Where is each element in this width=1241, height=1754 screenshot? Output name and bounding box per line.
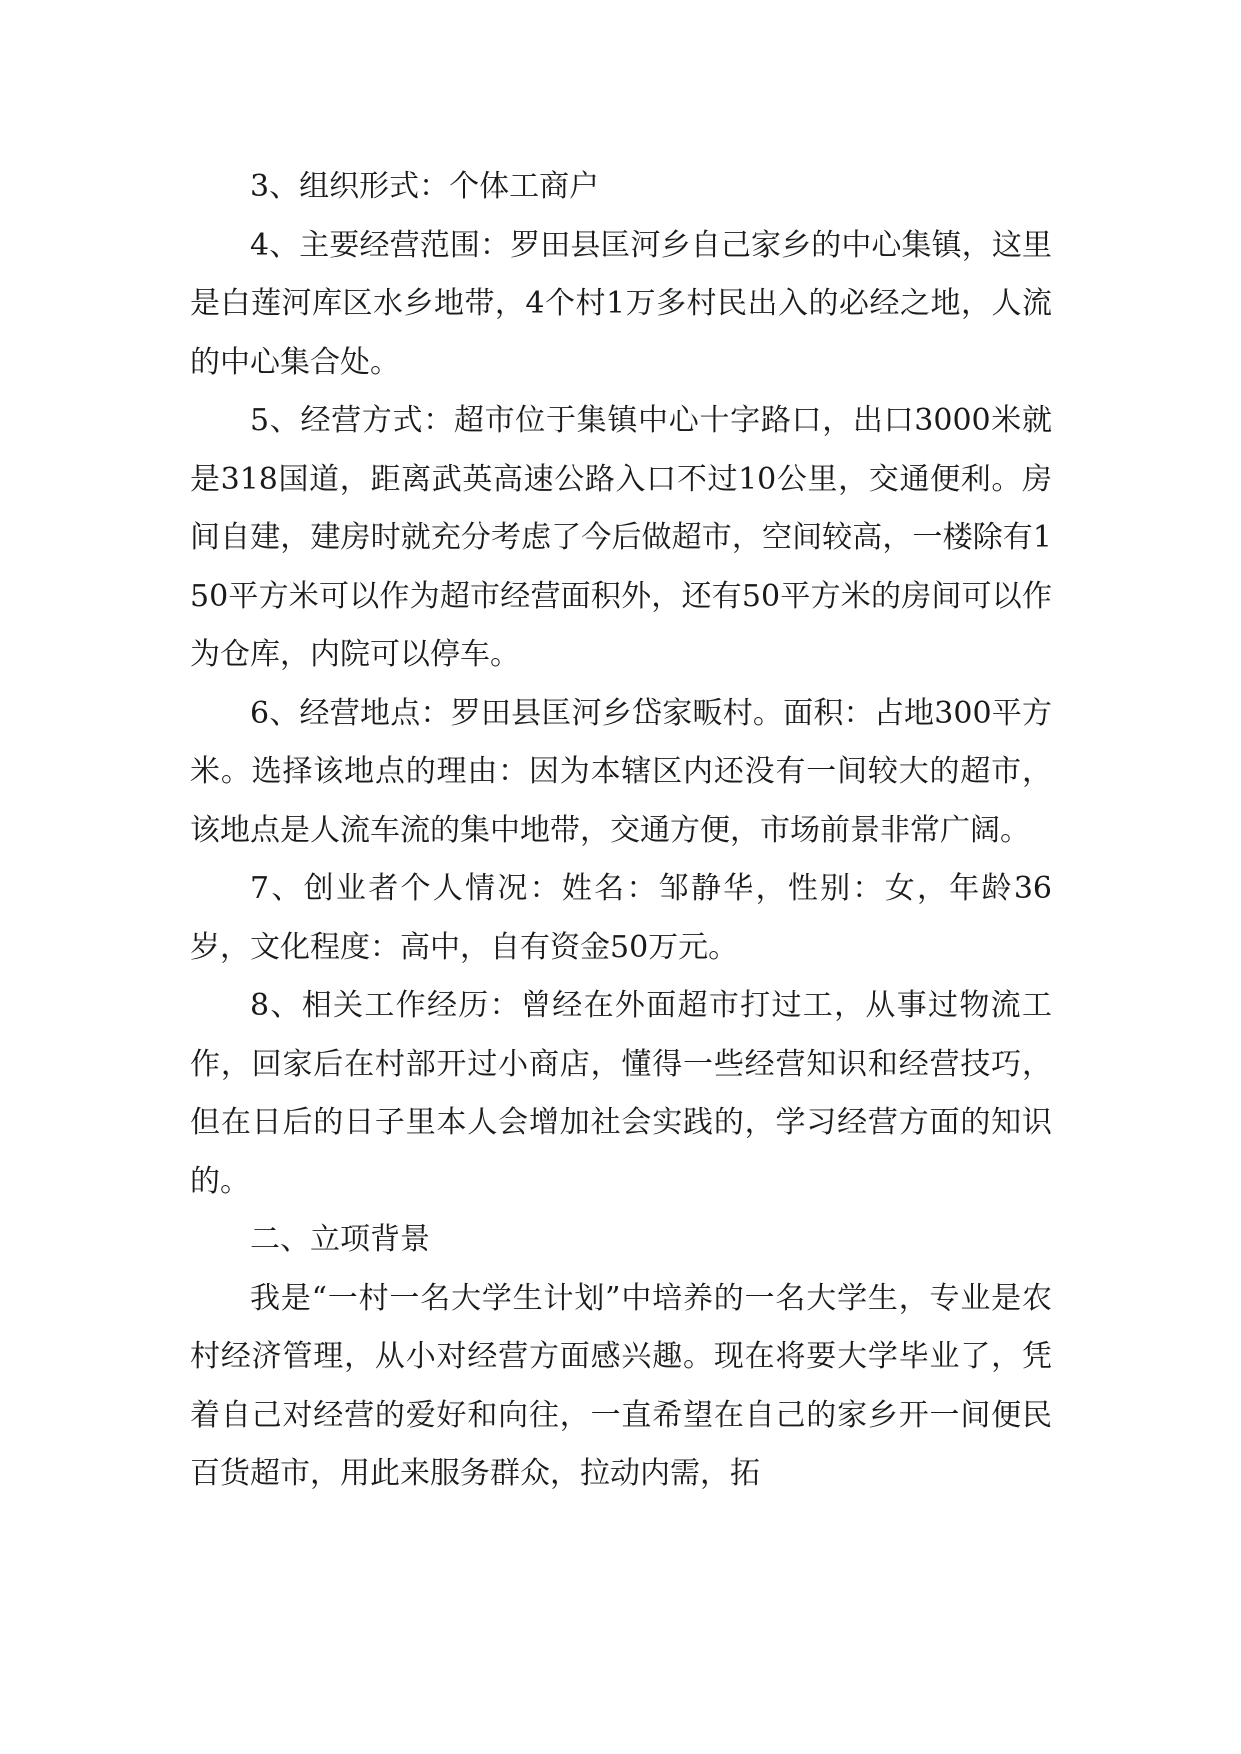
paragraph-work-experience: 8、相关工作经历：曾经在外面超市打过工，从事过物流工作，回家后在村部开过小商店，懂得一些经营知识和经营技巧，但在日后的日子里本人会增加社会实践的，学习经营方面的知识的。 [190, 988, 1052, 1199]
paragraph-founder-info: 7、创业者个人情况：姓名：邹静华，性别：女，年龄36岁，文化程度：高中，自有资金50万元。 [190, 871, 1052, 965]
paragraph-business-location: 6、经营地点：罗田县匡河乡岱家畈村。面积：占地300平方米。选择该地点的理由：因为本辖区内还没有一间较大的超市，该地点是人流车流的集中地带，交通方便，市场前景非常广阔。 [190, 695, 1052, 848]
paragraph-business-mode: 5、经营方式：超市位于集镇中心十字路口，出口3000米就是318国道，距离武英高速公路入口不过10公里，交通便利。房间自建，建房时就充分考虑了今后做超市，空间较高，一楼除有150平方米可以作为超市经营面积外，还有50平方米的房间可以作为仓库，内院可以停车。 [190, 403, 1052, 672]
section-heading-background: 二、立项背景 [250, 1222, 430, 1257]
document-page [190, 158, 1052, 1504]
paragraph-organization-form: 3、组织形式：个体工商户 [250, 169, 600, 204]
paragraph-background: 我是“一村一名大学生计划”中培养的一名大学生，专业是农村经济管理，从小对经营方面感兴趣。现在将要大学毕业了，凭着自己对经营的爱好和向往，一直希望在自己的家乡开一间便民百货超市，用此来服务群众，拉动内需，拓 [190, 1280, 1052, 1491]
paragraph-business-scope: 4、主要经营范围：罗田县匡河乡自己家乡的中心集镇，这里是白莲河库区水乡地带，4个村1万多村民出入的必经之地，人流的中心集合处。 [190, 227, 1052, 380]
